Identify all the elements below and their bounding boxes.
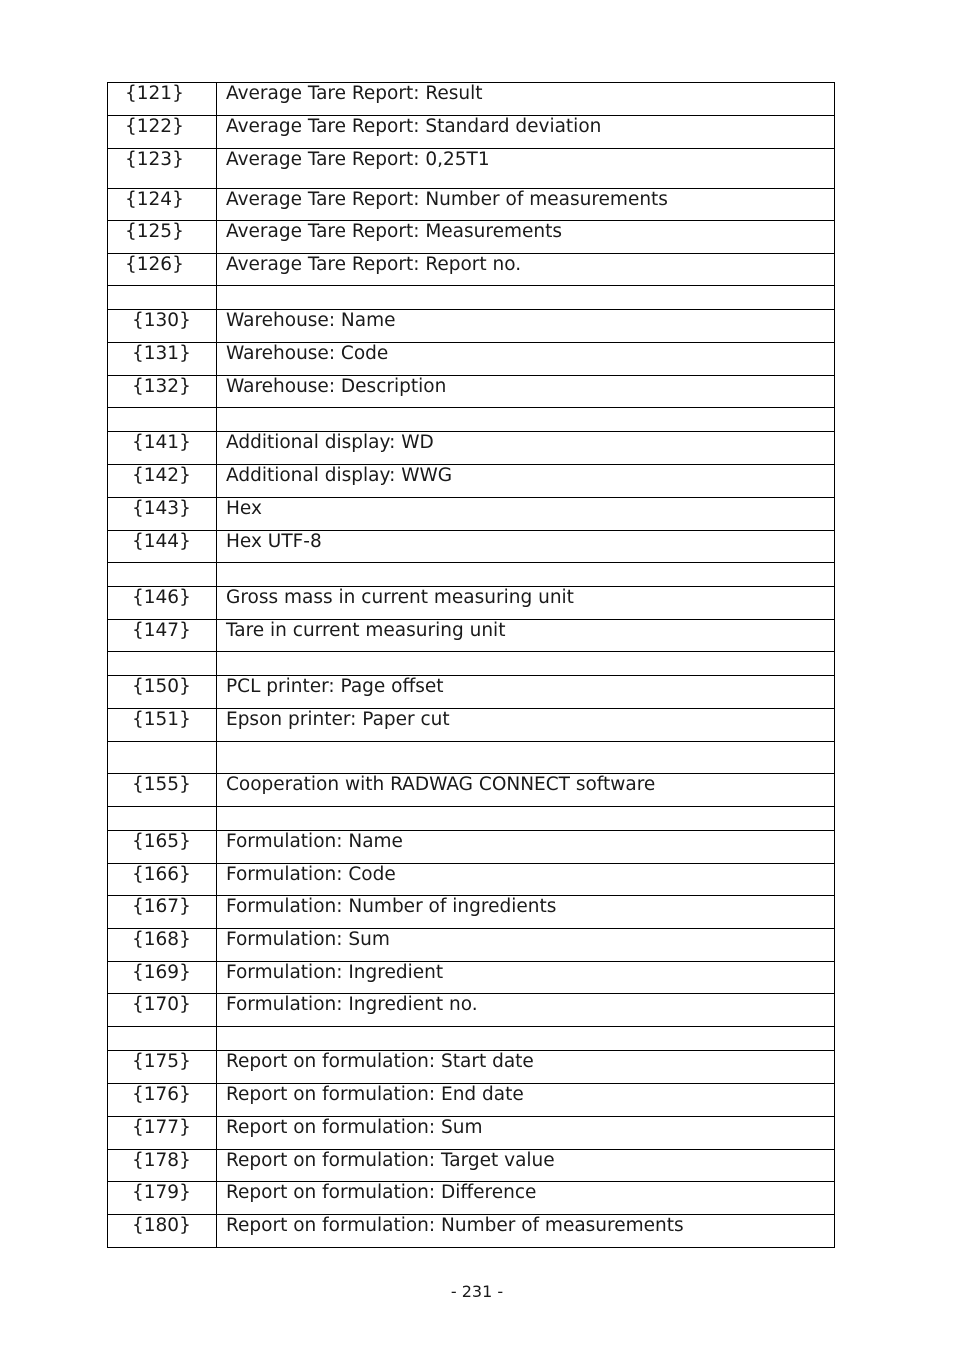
code-cell: {179} xyxy=(108,1182,217,1215)
table-row xyxy=(108,149,835,189)
description-cell: Epson printer: Paper cut xyxy=(217,709,835,742)
description-cell: Report on formulation: Difference xyxy=(217,1182,835,1215)
description-cell: Hex xyxy=(217,498,835,531)
code-cell: {166} xyxy=(108,864,217,896)
description-cell: Hex UTF-8 xyxy=(217,531,835,563)
page-number: - 231 - xyxy=(450,1282,504,1301)
description-cell: Gross mass in current measuring unit xyxy=(217,587,835,620)
description-cell: Average Tare Report: Number of measurements xyxy=(217,189,835,221)
code-cell: {146} xyxy=(108,587,217,620)
table-row xyxy=(108,432,835,465)
description-cell: Warehouse: Description xyxy=(217,376,835,408)
description-cell: Report on formulation: End date xyxy=(217,1084,835,1117)
table-row xyxy=(108,465,835,498)
table-row xyxy=(108,620,835,652)
table-row xyxy=(108,343,835,376)
description-cell xyxy=(217,807,835,831)
description-cell: Formulation: Name xyxy=(217,831,835,864)
code-cell xyxy=(108,286,217,310)
table-row xyxy=(108,1182,835,1215)
description-cell: Report on formulation: Sum xyxy=(217,1117,835,1150)
description-cell xyxy=(217,286,835,310)
code-cell: {142} xyxy=(108,465,217,498)
description-cell: Additional display: WWG xyxy=(217,465,835,498)
table-row xyxy=(108,1084,835,1117)
table-spacer-row xyxy=(108,742,835,774)
table-spacer-row xyxy=(108,563,835,587)
code-cell: {178} xyxy=(108,1150,217,1182)
description-cell: Formulation: Ingredient no. xyxy=(217,994,835,1027)
code-cell: {123} xyxy=(108,149,217,189)
description-cell: Report on formulation: Start date xyxy=(217,1051,835,1084)
description-cell: Report on formulation: Target value xyxy=(217,1150,835,1182)
description-cell: Average Tare Report: Measurements xyxy=(217,221,835,254)
table-row xyxy=(108,1150,835,1182)
description-cell xyxy=(217,563,835,587)
table-spacer-row xyxy=(108,652,835,676)
code-cell: {143} xyxy=(108,498,217,531)
code-cell: {180} xyxy=(108,1215,217,1248)
table-spacer-row xyxy=(108,1027,835,1051)
code-cell: {147} xyxy=(108,620,217,652)
description-cell: Warehouse: Code xyxy=(217,343,835,376)
code-cell xyxy=(108,742,217,774)
table-row xyxy=(108,709,835,742)
description-cell: Report on formulation: Number of measurements xyxy=(217,1215,835,1248)
code-cell xyxy=(108,563,217,587)
description-cell: Average Tare Report: Report no. xyxy=(217,254,835,286)
code-cell xyxy=(108,408,217,432)
table-row xyxy=(108,254,835,286)
code-table-body xyxy=(108,83,835,1248)
table-row xyxy=(108,221,835,254)
code-cell: {151} xyxy=(108,709,217,742)
description-cell: Additional display: WD xyxy=(217,432,835,465)
code-cell: {167} xyxy=(108,896,217,929)
table-row xyxy=(108,189,835,221)
code-cell: {177} xyxy=(108,1117,217,1150)
table-row xyxy=(108,774,835,807)
code-cell: {130} xyxy=(108,310,217,343)
description-cell xyxy=(217,652,835,676)
code-cell: {131} xyxy=(108,343,217,376)
description-cell: Average Tare Report: Result xyxy=(217,83,835,116)
description-cell: Warehouse: Name xyxy=(217,310,835,343)
description-cell: Average Tare Report: Standard deviation xyxy=(217,116,835,149)
table-row xyxy=(108,929,835,962)
description-cell xyxy=(217,742,835,774)
table-spacer-row xyxy=(108,408,835,432)
table-row xyxy=(108,1215,835,1248)
code-cell: {150} xyxy=(108,676,217,709)
description-cell: Formulation: Number of ingredients xyxy=(217,896,835,929)
description-cell xyxy=(217,408,835,432)
description-cell: Formulation: Ingredient xyxy=(217,962,835,994)
description-cell: Formulation: Sum xyxy=(217,929,835,962)
table-row xyxy=(108,83,835,116)
code-table xyxy=(107,82,835,1248)
code-cell: {169} xyxy=(108,962,217,994)
table-row xyxy=(108,498,835,531)
table-row xyxy=(108,676,835,709)
code-cell: {121} xyxy=(108,83,217,116)
code-cell: {155} xyxy=(108,774,217,807)
table-spacer-row xyxy=(108,807,835,831)
code-cell: {165} xyxy=(108,831,217,864)
code-cell xyxy=(108,652,217,676)
table-row xyxy=(108,962,835,994)
description-cell: Average Tare Report: 0,25T1 xyxy=(217,149,835,189)
code-cell: {132} xyxy=(108,376,217,408)
code-cell xyxy=(108,807,217,831)
code-cell: {170} xyxy=(108,994,217,1027)
code-cell xyxy=(108,1027,217,1051)
code-cell: {175} xyxy=(108,1051,217,1084)
description-cell: Cooperation with RADWAG CONNECT software xyxy=(217,774,835,807)
description-cell xyxy=(217,1027,835,1051)
table-row xyxy=(108,994,835,1027)
code-cell: {176} xyxy=(108,1084,217,1117)
table-row xyxy=(108,310,835,343)
table-row xyxy=(108,587,835,620)
description-cell: Formulation: Code xyxy=(217,864,835,896)
code-cell: {144} xyxy=(108,531,217,563)
code-cell: {125} xyxy=(108,221,217,254)
code-cell: {141} xyxy=(108,432,217,465)
table-row xyxy=(108,896,835,929)
table-row xyxy=(108,1051,835,1084)
code-cell: {124} xyxy=(108,189,217,221)
table-row xyxy=(108,531,835,563)
code-cell: {168} xyxy=(108,929,217,962)
table-spacer-row xyxy=(108,286,835,310)
description-cell: PCL printer: Page offset xyxy=(217,676,835,709)
table-row xyxy=(108,116,835,149)
table-row xyxy=(108,864,835,896)
code-cell: {126} xyxy=(108,254,217,286)
table-row xyxy=(108,831,835,864)
code-cell: {122} xyxy=(108,116,217,149)
table-row xyxy=(108,376,835,408)
description-cell: Tare in current measuring unit xyxy=(217,620,835,652)
table-row xyxy=(108,1117,835,1150)
